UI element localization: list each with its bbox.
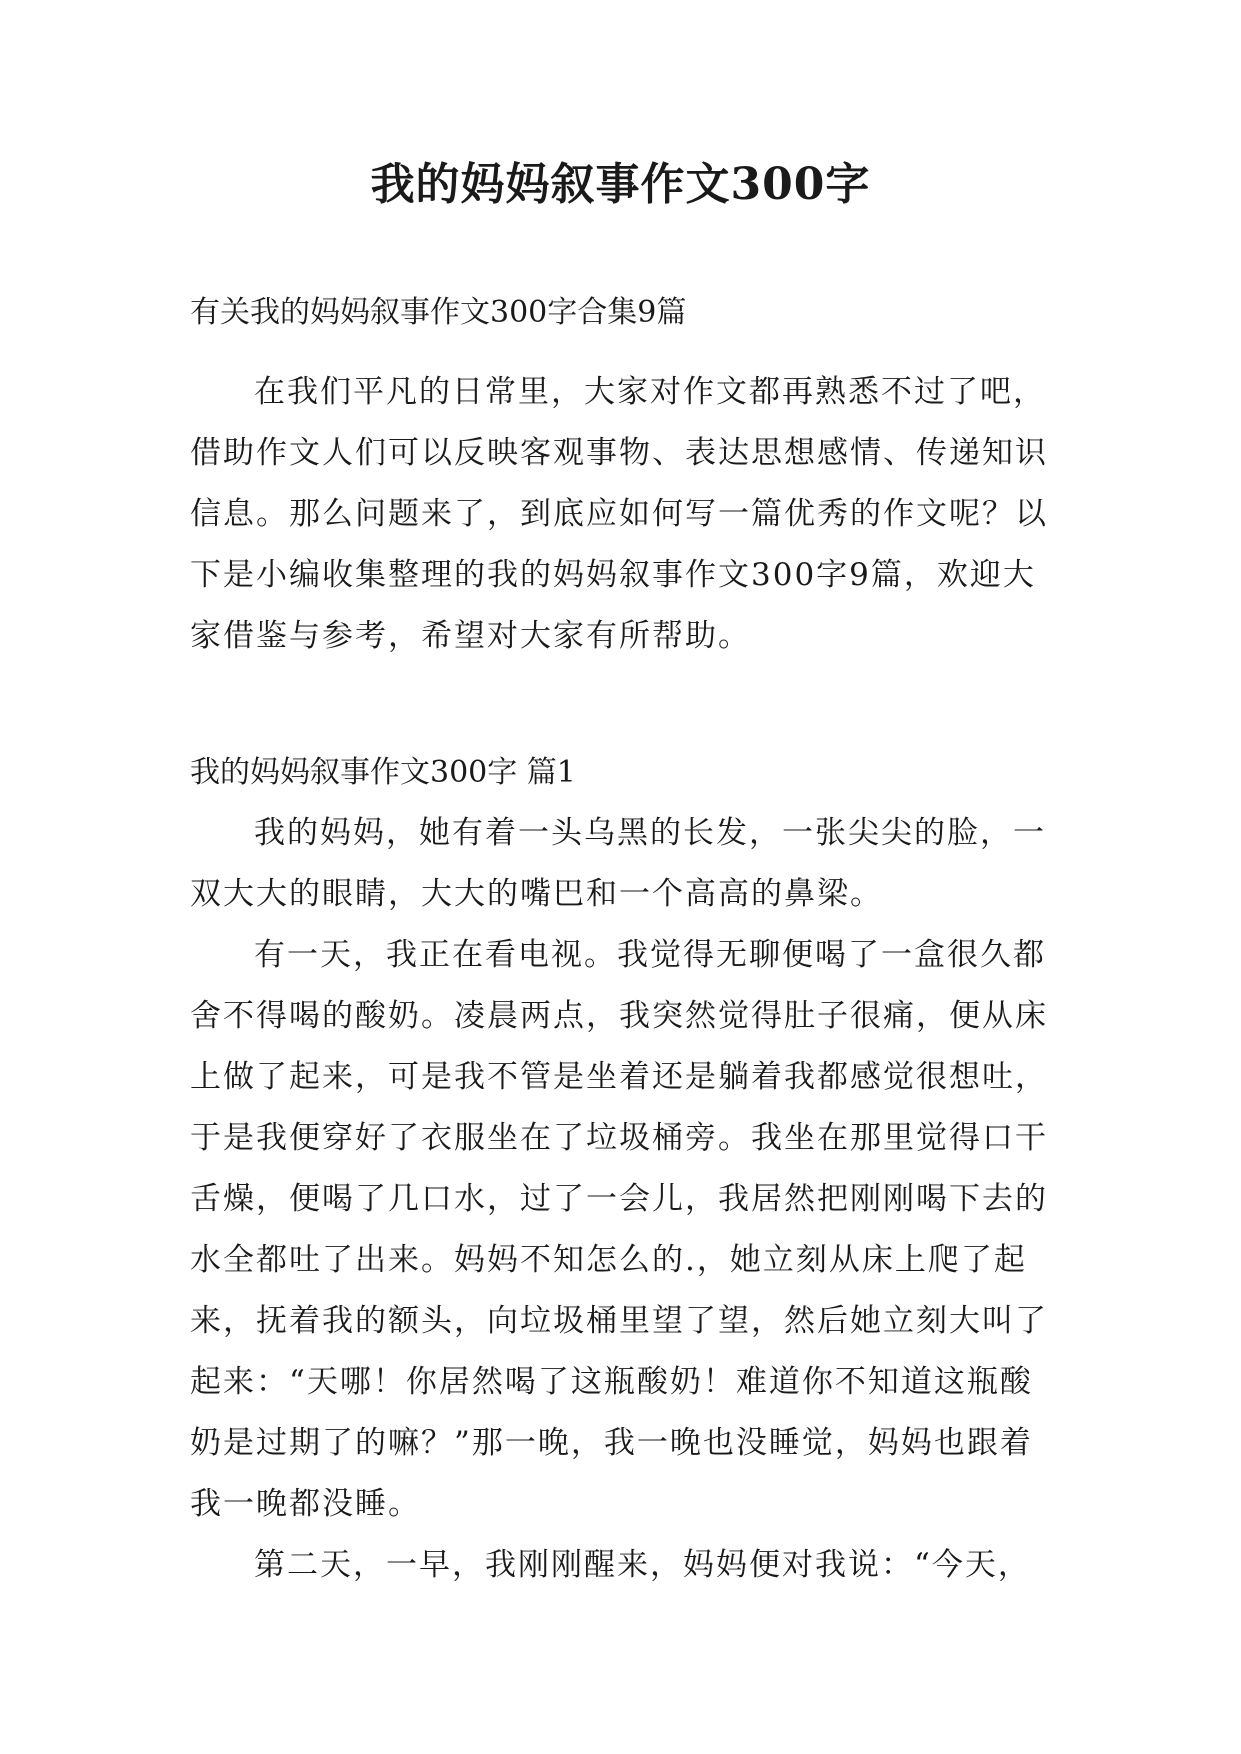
document-title: 我的妈妈叙事作文300字	[370, 159, 871, 210]
intro-paragraph	[190, 362, 1070, 667]
paragraph-line: 在我们平凡的日常里，大家对作文都再熟悉不过了吧，	[254, 374, 1046, 410]
document-subtitle: 有关我的妈妈叙事作文300字合集9篇	[190, 295, 687, 330]
paragraph-line: 家借鉴与参考，希望对大家有所帮助。	[190, 618, 751, 654]
paragraph-line: 我的妈妈，她有着一头乌黑的长发，一张尖尖的脸，一	[254, 815, 1046, 851]
paragraph-line: 上做了起来，可是我不管是坐着还是躺着我都感觉很想吐，	[190, 1059, 1048, 1095]
paragraph-line: 信息。那么问题来了，到底应如何写一篇优秀的作文呢？以	[190, 496, 1048, 532]
paragraph-line: 借助作文人们可以反映客观事物、表达思想感情、传递知识	[190, 435, 1048, 471]
paragraph-line: 下是小编收集整理的我的妈妈叙事作文300字9篇，欢迎大	[190, 557, 1036, 593]
paragraph-line: 舍不得喝的酸奶。凌晨两点，我突然觉得肚子很痛，便从床	[190, 998, 1048, 1034]
paragraph-line: 有一天，我正在看电视。我觉得无聊便喝了一盒很久都	[254, 937, 1046, 973]
paragraph-line: 来，抚着我的额头，向垃圾桶里望了望，然后她立刻大叫了	[190, 1303, 1048, 1339]
paragraph-line: 起来：“天哪！你居然喝了这瓶酸奶！难道你不知道这瓶酸	[190, 1364, 1033, 1400]
paragraph-line: 舌燥，便喝了几口水，过了一会儿，我居然把刚刚喝下去的	[190, 1181, 1048, 1217]
body-text	[190, 803, 1070, 1596]
paragraph-line: 水全都吐了出来。妈妈不知怎么的.，她立刻从床上爬了起	[190, 1242, 1027, 1278]
paragraph-line: 双大大的眼睛，大大的嘴巴和一个高高的鼻梁。	[190, 876, 883, 912]
paragraph-line: 第二天，一早，我刚刚醒来，妈妈便对我说：“今天，	[254, 1547, 1031, 1583]
section-heading: 我的妈妈叙事作文300字 篇1	[190, 755, 576, 790]
paragraph-line: 于是我便穿好了衣服坐在了垃圾桶旁。我坐在那里觉得口干	[190, 1120, 1048, 1156]
paragraph-line: 我一晚都没睡。	[190, 1486, 421, 1522]
paragraph-line: 奶是过期了的嘛？”那一晚，我一晚也没睡觉，妈妈也跟着	[190, 1425, 1033, 1461]
